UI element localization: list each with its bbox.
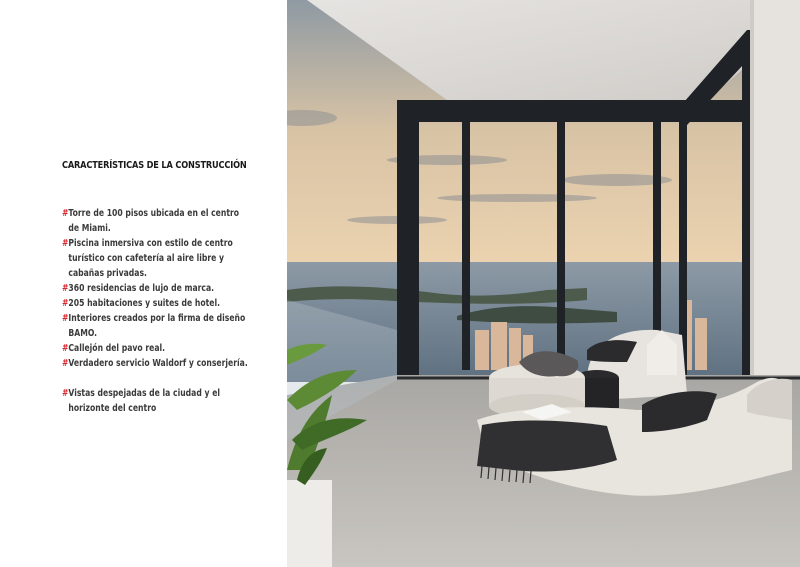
feature-text: Verdadero servicio Waldorf y conserjería. bbox=[68, 358, 248, 369]
hash-bullet-icon: # bbox=[62, 313, 69, 324]
balcony-scene bbox=[287, 0, 800, 567]
hash-bullet-icon: # bbox=[62, 298, 69, 309]
throw-blanket bbox=[477, 421, 617, 472]
list-item bbox=[62, 296, 252, 311]
feature-text: Torre de 100 pisos ubicada en el centro de Miami. bbox=[68, 208, 240, 234]
feature-text: Callejón del pavo real. bbox=[68, 343, 166, 354]
feature-text: 205 habitaciones y suites de hotel. bbox=[68, 298, 221, 309]
feature-text: Vistas despejadas de la ciudad y el horizonte del centro bbox=[68, 388, 221, 414]
hash-bullet-icon: # bbox=[62, 238, 69, 249]
hash-bullet-icon: # bbox=[62, 388, 69, 399]
hash-bullet-icon: # bbox=[62, 358, 69, 369]
balcony-photo bbox=[287, 0, 800, 567]
hash-bullet-icon: # bbox=[62, 283, 69, 294]
text-panel bbox=[0, 0, 287, 567]
list-item bbox=[62, 206, 252, 236]
hash-bullet-icon: # bbox=[62, 208, 69, 219]
list-item bbox=[62, 236, 252, 281]
list-item bbox=[62, 356, 252, 386]
list-item bbox=[62, 386, 252, 416]
list-item bbox=[62, 281, 252, 296]
hash-bullet-icon: # bbox=[62, 343, 69, 354]
feature-text: Piscina inmersiva con estilo de centro turístico con cafetería al aire libre y cabañas privadas. bbox=[68, 238, 233, 279]
feature-text: 360 residencias de lujo de marca. bbox=[68, 283, 215, 294]
list-item bbox=[62, 311, 252, 341]
list-item bbox=[62, 341, 252, 356]
section-title: CARACTERÍSTICAS DE LA CONSTRUCCIÓN bbox=[62, 160, 247, 171]
feature-text: Interiores creados por la firma de diseño BAMO. bbox=[68, 313, 246, 339]
feature-list bbox=[62, 206, 292, 416]
